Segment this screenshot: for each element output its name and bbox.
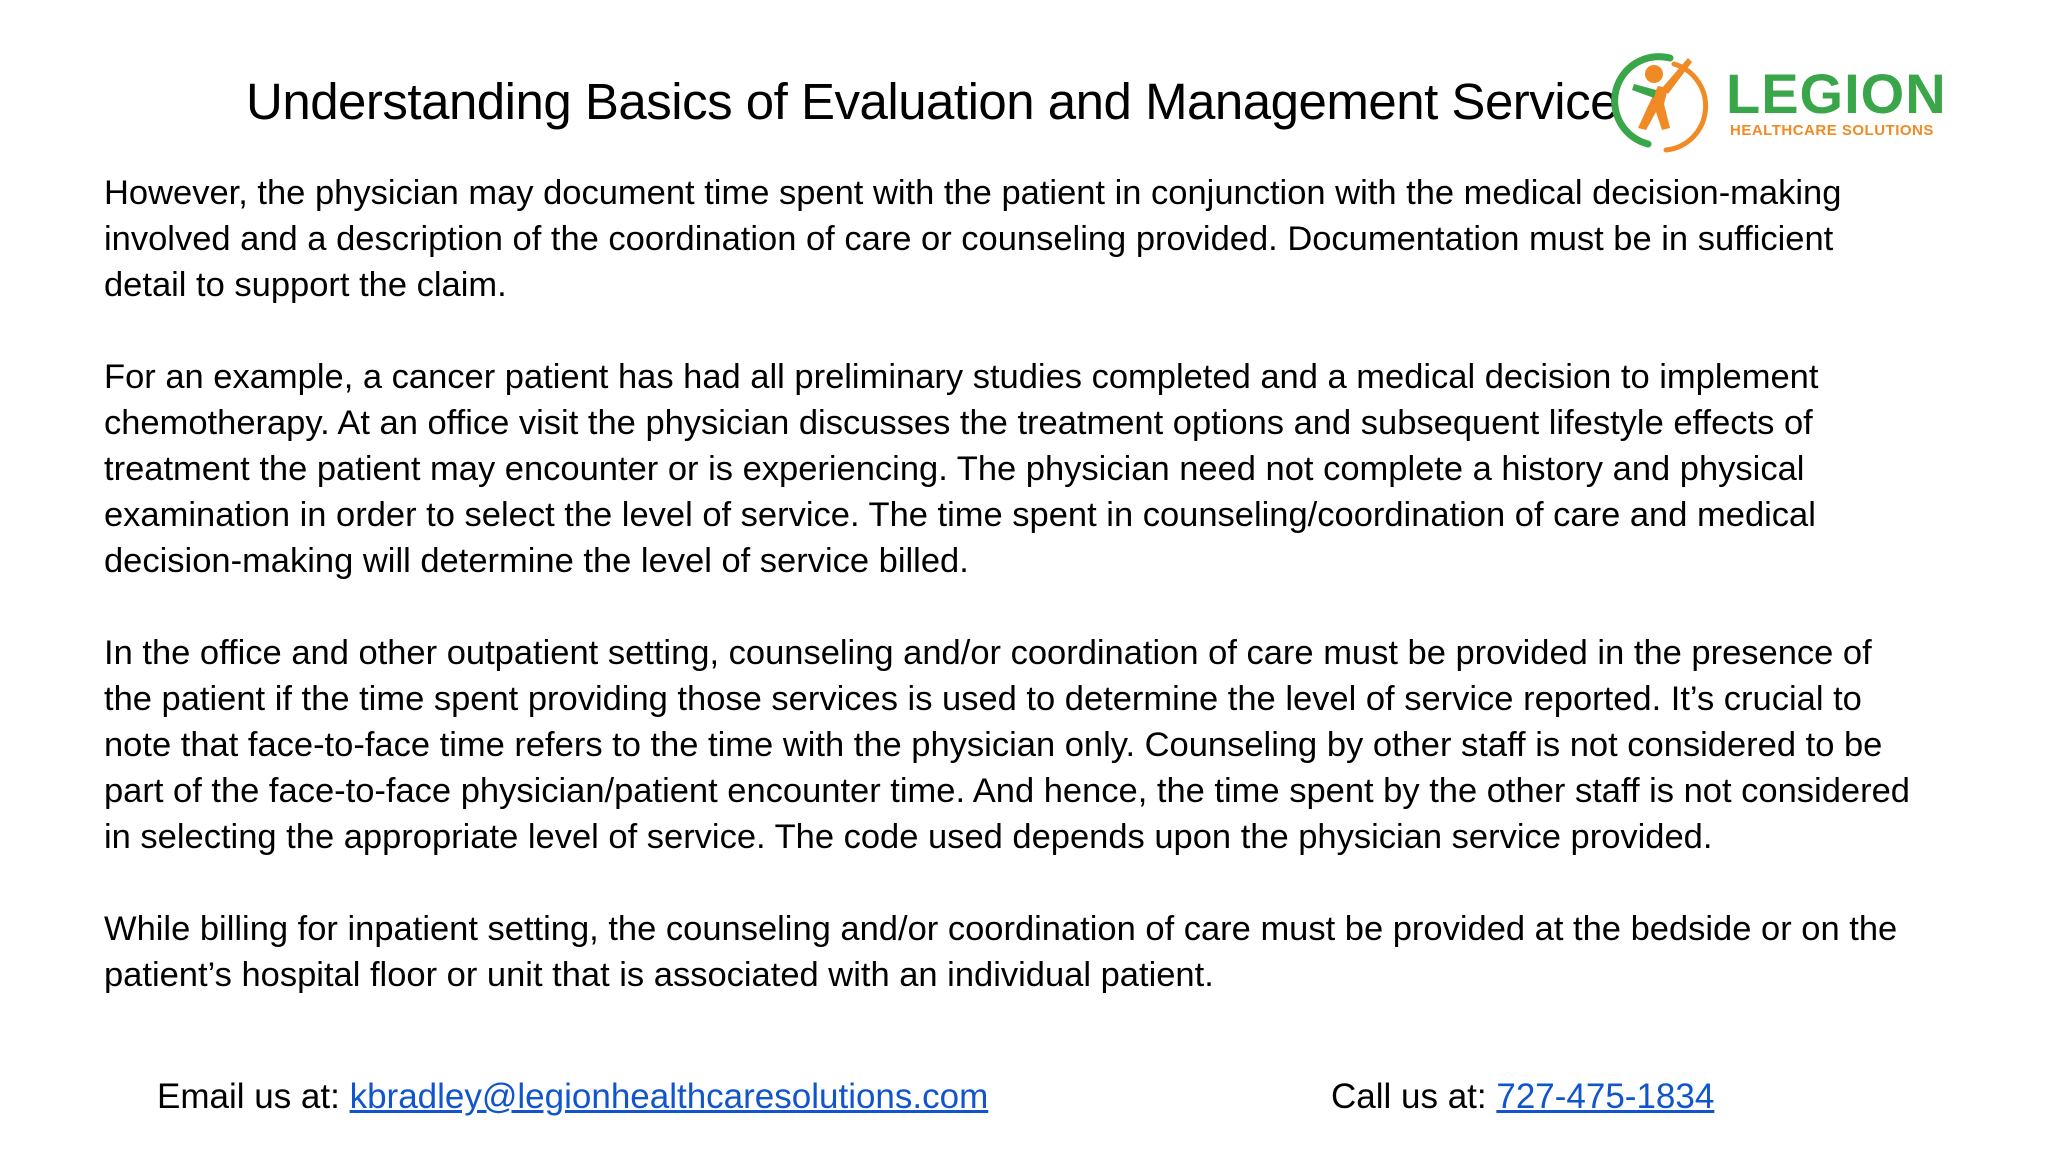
- paragraph-cancer-example: For an example, a cancer patient has had all preliminary studies completed and a medical decision to implement chemotherapy. At an office visit the physician discusses the treatment options and subsequent lifestyle effects of treatment the patient may encounter or is experiencing. The physician need not complete a history and physical examination in order to select the level of service. The time spent in counseling/coordination of care and medical decision-making will determine the level of service billed.: [104, 358, 1819, 580]
- call-label: Call us at:: [1331, 1077, 1497, 1116]
- footer-email: [157, 1074, 988, 1120]
- paragraph-inpatient-setting: While billing for inpatient setting, the counseling and/or coordination of care must be provided at the bedside or on the patient’s hospital floor or unit that is associated with an individual patient.: [104, 910, 1898, 994]
- email-label: Email us at:: [157, 1077, 350, 1116]
- slide-title: Understanding Basics of Evaluation and Management Service: [246, 73, 1618, 130]
- paragraph-time-documentation: However, the physician may document time spent with the patient in conjunction with the medical decision-making involved and a description of the coordination of care or counseling provided. Documentation must be in sufficient detail to support the claim.: [104, 174, 1842, 304]
- logo-tagline: HEALTHCARE SOLUTIONS: [1730, 122, 1934, 139]
- legion-logo: [1608, 44, 1968, 164]
- footer-call: [1331, 1074, 1714, 1120]
- legion-logo-mark-icon: [1608, 44, 1718, 164]
- phone-link[interactable]: 727-475-1834: [1496, 1077, 1715, 1116]
- logo-name: LEGION: [1726, 62, 1947, 125]
- paragraph-outpatient-setting: In the office and other outpatient setting, counseling and/or coordination of care must be provided in the presence of the patient if the time spent providing those services is used to determine the level of service reported. It’s crucial to note that face-to-face time refers to the time with the physician only. Counseling by other staff is not considered to be part of the face-to-face physician/patient encounter time. And hence, the time spent by the other staff is not considered in selecting the appropriate level of service. The code used depends upon the physician service provided.: [104, 634, 1910, 856]
- email-link[interactable]: kbradley@legionhealthcaresolutions.com: [349, 1077, 989, 1116]
- body-text: [104, 170, 2004, 1044]
